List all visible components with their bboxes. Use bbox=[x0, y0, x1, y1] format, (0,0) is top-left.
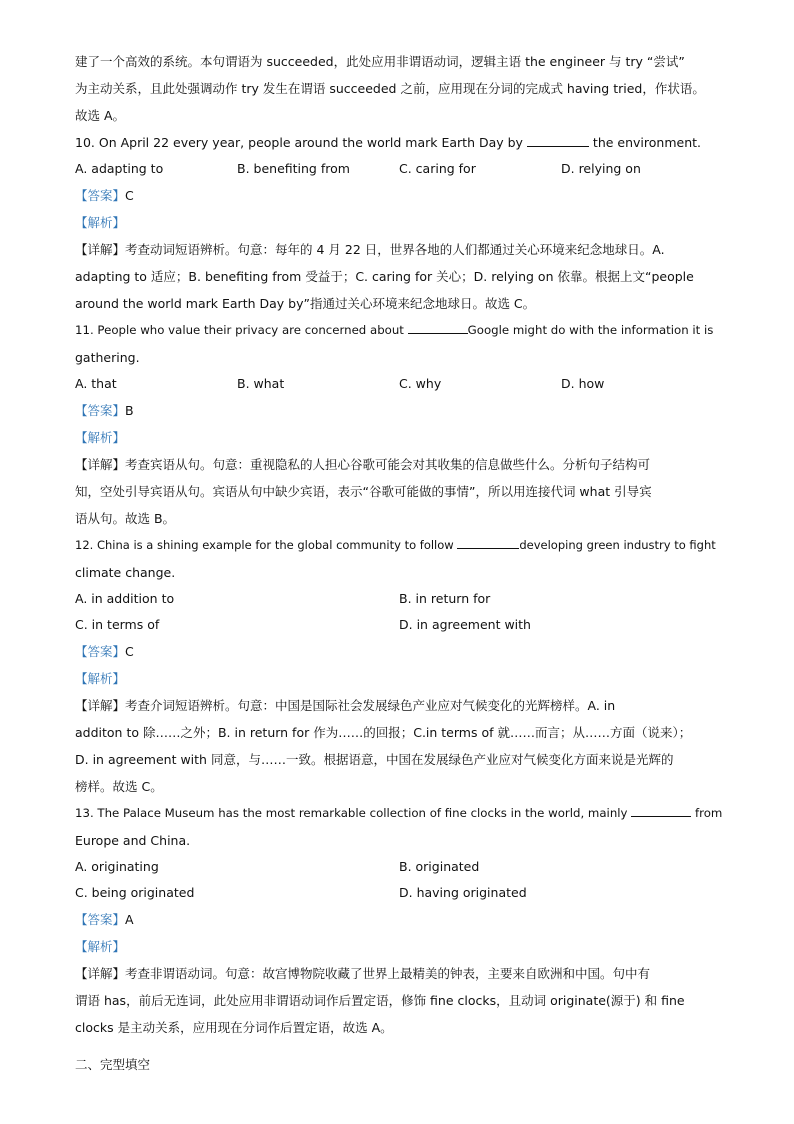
analysis-label: 【解析】 bbox=[75, 215, 126, 230]
detail-line: around the world mark Earth Day by”指通过关心环境来纪念地球日。故选 C。 bbox=[75, 296, 536, 311]
detail-line: 【详解】考查宾语从句。句意：重视隐私的人担心谷歌可能会对其收集的信息做些什么。分析句子结构可 bbox=[75, 457, 651, 472]
answer-label: 【答案】 bbox=[75, 644, 126, 659]
question-stem-cont: climate change. bbox=[75, 565, 176, 580]
option-b: B. originated bbox=[399, 859, 480, 874]
text-line: 建了一个高效的系统。本句谓语为 succeeded，此处应用非谓语动词，逻辑主语 the engineer 与 try “尝试” bbox=[75, 54, 685, 69]
answer-label: 【答案】 bbox=[75, 188, 126, 203]
answer-line bbox=[75, 638, 723, 665]
answer-blank bbox=[457, 536, 519, 549]
detail-line: clocks 是主动关系，应用现在分词作后置定语，故选 A。 bbox=[75, 1020, 393, 1035]
analysis-line bbox=[75, 209, 723, 236]
answer-line bbox=[75, 182, 723, 209]
analysis-label: 【解析】 bbox=[75, 430, 126, 445]
question-11 bbox=[75, 317, 723, 532]
question-stem-cont: gathering. bbox=[75, 350, 140, 365]
analysis-label: 【解析】 bbox=[75, 939, 126, 954]
document-page bbox=[75, 48, 723, 1078]
options-row bbox=[75, 612, 723, 638]
detail-label: 【详解】 bbox=[75, 242, 126, 257]
detail-line: 谓语 has，前后无连词，此处应用非谓语动词作后置定语，修饰 fine clocks，且动词 originate(源于) 和 fine bbox=[75, 993, 685, 1008]
detail-line: 【详解】考查介词短语辨析。句意：中国是国际社会发展绿色产业应对气候变化的光辉榜样。A. in bbox=[75, 698, 616, 713]
detail-label: 【详解】 bbox=[75, 966, 126, 981]
options-row bbox=[75, 156, 723, 182]
detail-line: 【详解】考查动词短语辨析。句意：每年的 4 月 22 日，世界各地的人们都通过关心环境来纪念地球日。A. bbox=[75, 242, 665, 257]
detail-line: 知，空处引导宾语从句。宾语从句中缺少宾语，表示“谷歌可能做的事情”，所以用连接代词 what 引导宾 bbox=[75, 484, 652, 499]
option-c: C. being originated bbox=[75, 885, 195, 900]
analysis-line bbox=[75, 933, 723, 960]
answer-line bbox=[75, 397, 723, 424]
option-c: C. in terms of bbox=[75, 617, 160, 632]
intro-paragraph bbox=[75, 48, 723, 129]
option-d: D. how bbox=[561, 376, 605, 391]
analysis-line bbox=[75, 424, 723, 451]
text-line: 故选 A。 bbox=[75, 108, 126, 123]
detail-line: 【详解】考查非谓语动词。句意：故宫博物院收藏了世界上最精美的钟表，主要来自欧洲和中国。句中有 bbox=[75, 966, 651, 981]
option-b: B. benefiting from bbox=[237, 161, 350, 176]
detail-label: 【详解】 bbox=[75, 698, 126, 713]
answer-value: B bbox=[125, 403, 134, 418]
answer-value: A bbox=[125, 912, 134, 927]
option-d: D. having originated bbox=[399, 885, 527, 900]
option-d: D. in agreement with bbox=[399, 617, 531, 632]
question-13 bbox=[75, 800, 723, 1041]
options-row bbox=[75, 880, 723, 906]
option-c: C. why bbox=[399, 376, 442, 391]
detail-label: 【详解】 bbox=[75, 457, 126, 472]
option-c: C. caring for bbox=[399, 161, 476, 176]
answer-blank bbox=[631, 804, 691, 817]
question-stem: 13. The Palace Museum has the most remarkable collection of fine clocks in the world, mainly from bbox=[75, 806, 723, 820]
answer-label: 【答案】 bbox=[75, 403, 126, 418]
answer-blank bbox=[408, 321, 468, 334]
option-a: A. originating bbox=[75, 859, 159, 874]
options-row bbox=[75, 854, 723, 880]
options-row bbox=[75, 586, 723, 612]
detail-line: additon to 除……之外；B. in return for 作为……的回报；C.in terms of 就……而言；从……方面（说来）； bbox=[75, 725, 692, 740]
section-heading: 二、完型填空 bbox=[75, 1057, 151, 1072]
detail-line: adapting to 适应；B. benefiting from 受益于；C. caring for 关心；D. relying on 依靠。根据上文“people bbox=[75, 269, 694, 284]
question-stem: 10. On April 22 every year, people around the world mark Earth Day by the environment. bbox=[75, 135, 701, 150]
options-row bbox=[75, 371, 723, 397]
question-stem: 11. People who value their privacy are concerned about Google might do with the information it is bbox=[75, 323, 714, 337]
answer-label: 【答案】 bbox=[75, 912, 126, 927]
analysis-line bbox=[75, 665, 723, 692]
detail-line: 语从句。故选 B。 bbox=[75, 511, 176, 526]
question-stem-cont: Europe and China. bbox=[75, 833, 191, 848]
answer-blank bbox=[527, 134, 589, 147]
analysis-label: 【解析】 bbox=[75, 671, 126, 686]
option-d: D. relying on bbox=[561, 161, 641, 176]
answer-value: C bbox=[125, 188, 134, 203]
question-stem: 12. China is a shining example for the global community to follow developing green industry to fight bbox=[75, 538, 716, 552]
detail-line: D. in agreement with 同意，与……一致。根据语意，中国在发展绿色产业应对气候变化方面来说是光辉的 bbox=[75, 752, 674, 767]
question-10 bbox=[75, 129, 723, 317]
answer-value: C bbox=[125, 644, 134, 659]
question-12 bbox=[75, 532, 723, 800]
detail-line: 榜样。故选 C。 bbox=[75, 779, 163, 794]
answer-line bbox=[75, 906, 723, 933]
option-a: A. that bbox=[75, 376, 117, 391]
text-line: 为主动关系，且此处强调动作 try 发生在谓语 succeeded 之前，应用现在分词的完成式 having tried，作状语。 bbox=[75, 81, 705, 96]
option-b: B. what bbox=[237, 376, 285, 391]
option-a: A. adapting to bbox=[75, 161, 164, 176]
option-b: B. in return for bbox=[399, 591, 491, 606]
option-a: A. in addition to bbox=[75, 591, 175, 606]
